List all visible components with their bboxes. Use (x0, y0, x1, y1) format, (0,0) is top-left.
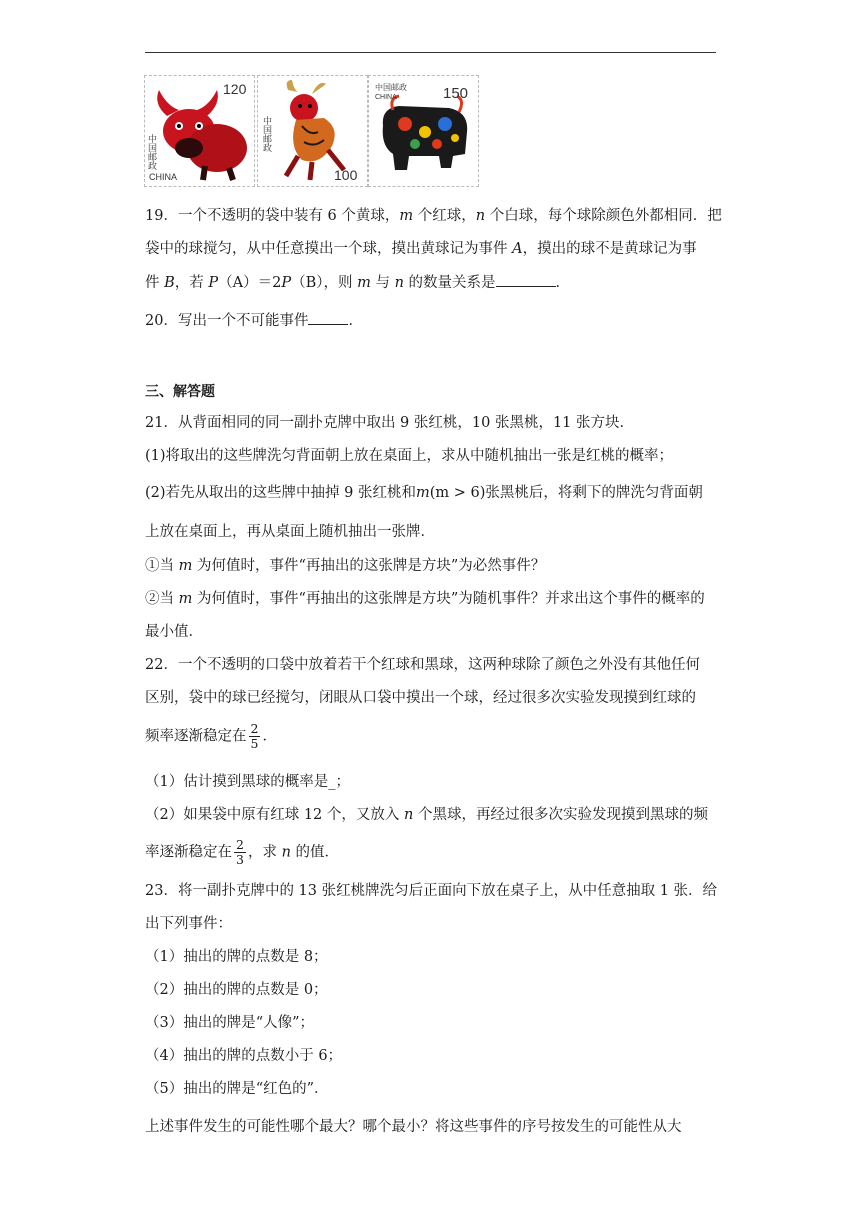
q22-line-3: 频率逐渐稳定在 $\frac{2}{5}$ ． (145, 721, 277, 751)
ox-stamp-papercut-bull (368, 75, 479, 187)
ox-stamp-leaping-bull (257, 75, 368, 187)
q21-line-5: ①当 m 为何值时，事件“再抽出的这张牌是方块”为必然事件？ (145, 558, 546, 574)
q21-line-1: 21．从背面相同的同一副扑克牌中取出 9 张红桃，10 张黑桃，11 张方块． (145, 415, 635, 431)
q22-line-6: 率逐渐稳定在 $\frac{2}{3}$ ，求 n 的值． (145, 837, 340, 867)
q21-line-2: (1)将取出的这些牌洗匀背面朝上放在桌面上，求从中随机抽出一张是红桃的概率； (145, 448, 674, 464)
stamp-3-latin: CHINA (375, 94, 397, 101)
q19-line-1: 19．一个不透明的袋中装有 6 个黄球，m 个红球，n 个白球，每个球除颜色外都相同．把 (145, 208, 722, 224)
q23-item-2: （2）抽出的牌的点数是 0； (145, 982, 328, 998)
ox-stamp-red-bull (144, 75, 255, 187)
fraction-2-3: $\frac{2}{3}$ (236, 837, 244, 867)
q23-item-5: （5）抽出的牌是“红色的”． (145, 1081, 329, 1097)
q23-line-1: 23．将一副扑克牌中的 13 张红桃牌洗匀后正面向下放在桌子上，从中任意抽取 1 张．给 (145, 883, 718, 899)
q20-line: 20．写出一个不可能事件 ． (145, 310, 363, 331)
q22-line-4: （1）估计摸到黑球的概率是_； (145, 774, 350, 790)
q23-last-line: 上述事件发生的可能性哪个最大？哪个最小？将这些事件的序号按发生的可能性从大 (145, 1119, 682, 1135)
stamp-1-latin: CHINA (149, 172, 178, 182)
q21-line-6: ②当 m 为何值时，事件“再抽出的这张牌是方块”为随机事件？并求出这个事件的概率的 (145, 591, 705, 607)
q23-line-2: 出下列事件： (145, 916, 232, 932)
q22-line-5: （2）如果袋中原有红球 12 个，又放入 n 个黑球，再经过很多次实验发现摸到黑球的频 (145, 807, 708, 823)
header-rule (145, 52, 716, 53)
stamp-3-value: 150 (443, 85, 469, 102)
section-heading: 三、解答题 (145, 384, 215, 400)
stamp-3-country: 中国邮政 (375, 83, 407, 92)
fraction-2-5: $\frac{2}{5}$ (250, 721, 259, 751)
q21-line-4: 上放在桌面上，再从桌面上随机抽出一张牌． (145, 524, 435, 540)
answer-blank-20[interactable] (308, 310, 348, 325)
answer-blank-19[interactable] (496, 272, 556, 287)
stamp-1-country: 中国邮政 (146, 134, 156, 170)
q19-line-3: 件 B，若 P（A）＝2P（B），则 m 与 n 的数量关系是 ． (145, 272, 570, 293)
stamp-1-value: 120 (223, 81, 247, 97)
q22-line-2: 区别，袋中的球已经搅匀，闭眼从口袋中摸出一个球，经过很多次实验发现摸到红球的 (145, 690, 696, 706)
stamp-2-country: 中国邮政 (261, 116, 271, 152)
q23-item-1: （1）抽出的牌的点数是 8； (145, 949, 328, 965)
q21-line-7: 最小值． (145, 624, 203, 640)
q19-line-2: 袋中的球搅匀，从中任意摸出一个球，摸出黄球记为事件 A，摸出的球不是黄球记为事 (145, 241, 697, 257)
q23-item-4: （4）抽出的牌的点数小于 6； (145, 1048, 343, 1064)
stamp-2-value: 100 (334, 167, 358, 183)
q21-line-3: (2)若先从取出的这些牌中抽掉 9 张红桃和m(m > 6)张黑桃后，将剩下的牌洗匀背面朝 (145, 485, 703, 501)
q23-item-3: （3）抽出的牌是“人像”； (145, 1015, 315, 1031)
q22-line-1: 22．一个不透明的口袋中放着若干个红球和黑球，这两种球除了颜色之外没有其他任何 (145, 657, 700, 673)
